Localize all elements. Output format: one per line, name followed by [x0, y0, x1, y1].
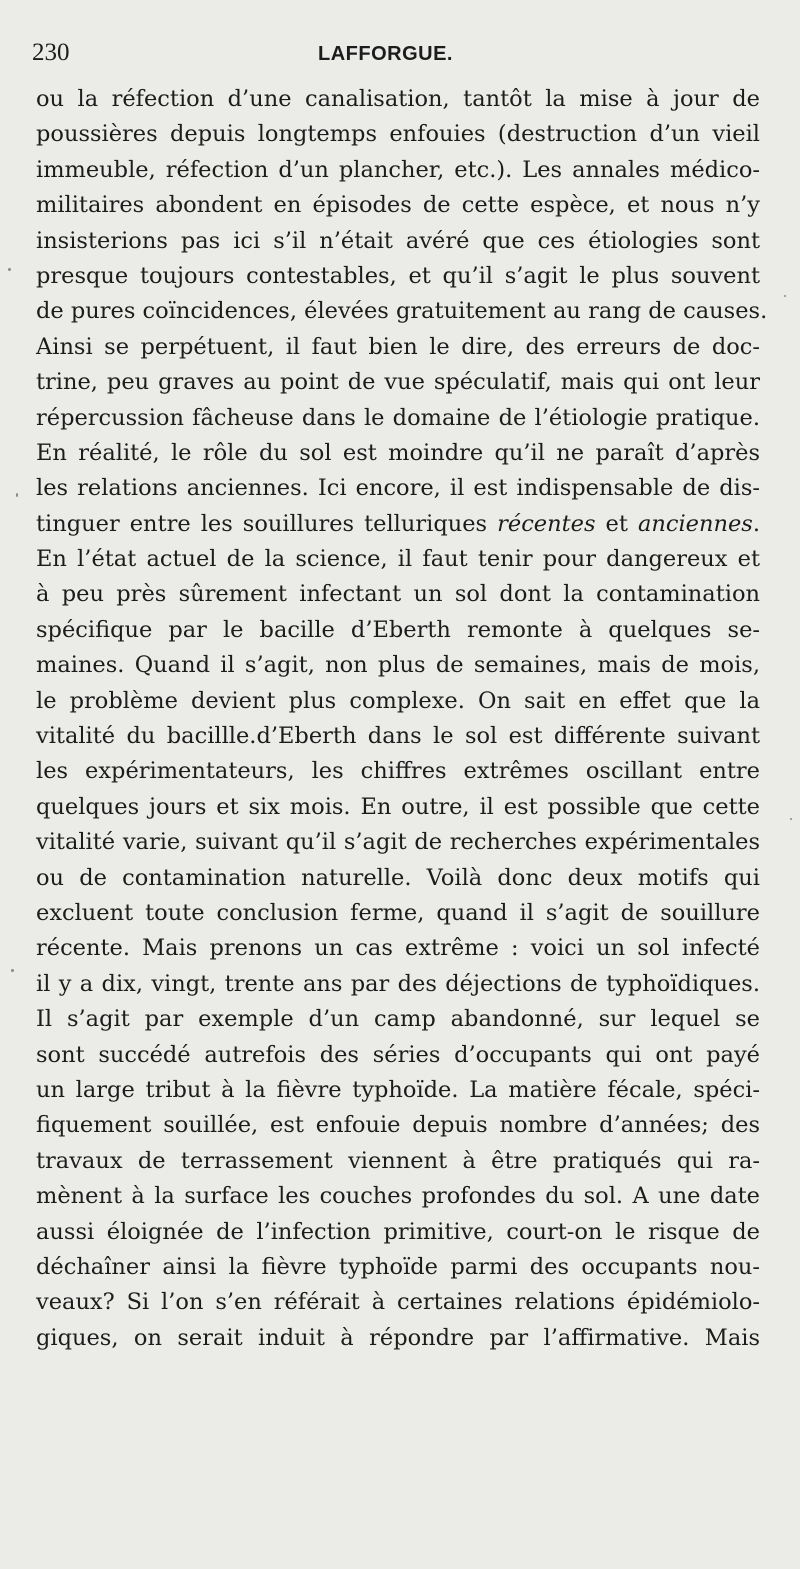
- text-line: vitalité du bacillle.d’Eberth dans le sol est différente suivant: [36, 723, 760, 750]
- running-title: LAFFORGUE.: [318, 43, 453, 65]
- body-text: [36, 82, 768, 1356]
- text-line: trine, peu graves au point de vue spéculatif, mais qui ont leur: [36, 369, 760, 396]
- text-line: presque toujours contestables, et qu’il s’agit le plus souvent: [36, 262, 760, 289]
- paper-speck: [16, 493, 18, 497]
- paper-speck: [784, 295, 786, 297]
- text-line: ou la réfection d’une canalisation, tantôt la mise à jour de: [36, 86, 760, 112]
- paper-speck: [790, 818, 792, 820]
- text-line: En réalité, le rôle du sol est moindre qu’il ne paraît d’après: [36, 439, 760, 466]
- text-line: spécifique par le bacille d’Eberth remonte à quelques se-: [36, 616, 760, 643]
- page-number: 230: [32, 39, 70, 66]
- text-line: poussières depuis longtemps enfouies (destruction d’un vieil: [36, 121, 760, 148]
- text-line: vitalité varie, suivant qu’il s’agit de recherches expérimentales: [36, 829, 760, 856]
- text-line: à peu près sûrement infectant un sol dont la contamination: [36, 581, 760, 608]
- paper-speck: [8, 268, 11, 271]
- text-line: tinguer entre les souillures telluriques récentes et anciennes.: [36, 510, 760, 537]
- text-line: les expérimentateurs, les chiffres extrêmes oscillant entre: [36, 758, 760, 785]
- text-line: ou de contamination naturelle. Voilà donc deux motifs qui: [36, 864, 760, 891]
- text-line: quelques jours et six mois. En outre, il est possible que cette: [36, 793, 760, 820]
- text-line: récente. Mais prenons un cas extrême : voici un sol infecté: [36, 935, 760, 962]
- text-line: aussi éloignée de l’infection primitive, court-on le risque de: [36, 1218, 760, 1245]
- text-line: répercussion fâcheuse dans le domaine de l’étiologie pratique.: [36, 404, 760, 431]
- text-line: insisterions pas ici s’il n’était avéré que ces étiologies sont: [36, 227, 760, 254]
- text-line: militaires abondent en épisodes de cette espèce, et nous n’y: [36, 192, 760, 219]
- text-line: excluent toute conclusion ferme, quand il s’agit de souillure: [36, 899, 760, 926]
- text-line: les relations anciennes. Ici encore, il est indispensable de dis-: [36, 475, 760, 502]
- text-line: travaux de terrassement viennent à être pratiqués qui ra-: [36, 1147, 760, 1174]
- text-line: En l’état actuel de la science, il faut tenir pour dangereux et: [36, 546, 760, 573]
- text-line: maines. Quand il s’agit, non plus de semaines, mais de mois,: [36, 652, 760, 679]
- text-line: immeuble, réfection d’un plancher, etc.). Les annales médico-: [36, 156, 760, 183]
- text-line: veaux? Si l’on s’en référait à certaines relations épidémiolo-: [36, 1289, 760, 1316]
- text-line: giques, on serait induit à répondre par l’affirmative. Mais: [36, 1324, 760, 1351]
- running-head: [32, 38, 762, 68]
- text-line: Ainsi se perpétuent, il faut bien le dire, des erreurs de doc-: [36, 333, 760, 360]
- text-line: déchaîner ainsi la fièvre typhoïde parmi des occupants nou-: [36, 1253, 760, 1280]
- text-line: de pures coïncidences, élevées gratuitement au rang de causes.: [36, 298, 768, 325]
- text-line: il y a dix, vingt, trente ans par des déjections de typhoïdiques.: [36, 970, 760, 997]
- text-line: sont succédé autrefois des séries d’occupants qui ont payé: [36, 1041, 760, 1068]
- text-line: mènent à la surface les couches profondes du sol. A une date: [36, 1183, 760, 1210]
- text-line: Il s’agit par exemple d’un camp abandonné, sur lequel se: [36, 1006, 760, 1033]
- paper-speck: [11, 969, 14, 972]
- text-line: un large tribut à la fièvre typhoïde. La matière fécale, spéci-: [36, 1076, 760, 1103]
- text-line: fiquement souillée, est enfouie depuis nombre d’années; des: [36, 1112, 760, 1139]
- text-line: le problème devient plus complexe. On sait en effet que la: [36, 687, 760, 714]
